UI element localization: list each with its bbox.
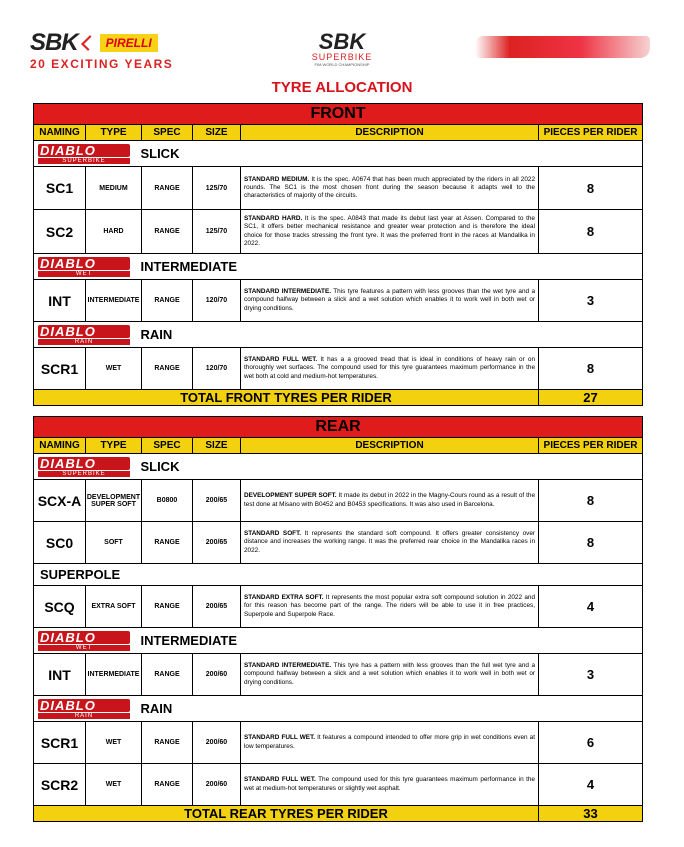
- tyre-spec: RANGE: [142, 280, 193, 322]
- tyre-type: WET: [86, 348, 142, 390]
- col-type: TYPE: [86, 125, 142, 141]
- description-text: It is the spec. A0674 that has been much appreciated by the riders in all 2022 rounds. The SC1 is the most chosen front during the season because it adapts well to the characteristics of majority of the circuits.: [244, 175, 535, 200]
- table-row: [34, 586, 643, 628]
- tyre-type: INTERMEDIATE: [86, 280, 142, 322]
- description-lead: STANDARD HARD.: [244, 215, 303, 223]
- chevron-icon: [81, 35, 97, 51]
- front-category-rain: [34, 322, 643, 348]
- tyre-size: 120/70: [193, 348, 241, 390]
- col-pieces: PIECES PER RIDER: [539, 438, 643, 454]
- tyre-description: [241, 167, 539, 210]
- tyre-size: 200/60: [193, 654, 241, 696]
- col-spec: SPEC: [142, 125, 193, 141]
- tyre-spec: RANGE: [142, 522, 193, 564]
- pieces-per-rider: 8: [539, 167, 643, 210]
- col-description: DESCRIPTION: [241, 125, 539, 141]
- tyre-size: 200/65: [193, 586, 241, 628]
- tyre-size: 125/70: [193, 210, 241, 254]
- tyre-size: 125/70: [193, 167, 241, 210]
- diablo-rain-logo: [38, 699, 130, 719]
- description-text: This tyre has a pattern with less grooves than the full wet tyre and a compound halfway between a slick and a wet solution which enables it to work well in both wet or drying conditions.: [244, 662, 535, 686]
- tyre-description: [241, 654, 539, 696]
- diablo-logo-sub: WET: [38, 645, 130, 651]
- pieces-per-rider: 4: [539, 764, 643, 806]
- description-lead: STANDARD SOFT.: [244, 530, 302, 538]
- tyre-size: 120/70: [193, 280, 241, 322]
- table-row: [34, 348, 643, 390]
- pieces-per-rider: 3: [539, 654, 643, 696]
- tyre-type: SOFT: [86, 522, 142, 564]
- tyre-description: [241, 764, 539, 806]
- tyre-description: [241, 722, 539, 764]
- tyre-spec: RANGE: [142, 167, 193, 210]
- front-category-intermediate: [34, 254, 643, 280]
- pieces-per-rider: 6: [539, 722, 643, 764]
- table-row: [34, 764, 643, 806]
- tyre-description: [241, 348, 539, 390]
- category-label: RAIN: [140, 700, 173, 716]
- diablo-superbike-logo: [38, 457, 130, 477]
- tyre-type: MEDIUM: [86, 167, 142, 210]
- tyre-type: WET: [86, 764, 142, 806]
- description-lead: STANDARD MEDIUM.: [244, 175, 310, 183]
- pieces-per-rider: 8: [539, 480, 643, 522]
- pieces-per-rider: 8: [539, 522, 643, 564]
- tyre-spec: RANGE: [142, 210, 193, 254]
- diablo-logo-sub: RAIN: [38, 339, 130, 345]
- col-size: SIZE: [193, 125, 241, 141]
- front-total-row: [34, 390, 643, 406]
- rear-table: [33, 416, 643, 822]
- tyre-spec: RANGE: [142, 722, 193, 764]
- description-text: The compound used for this tyre guarantees maximum performance in the wet at medium-hot temperatures or slightly wet asphalt.: [244, 776, 535, 792]
- tyre-type: INTERMEDIATE: [86, 654, 142, 696]
- sbk-logo-text: SBK: [30, 29, 78, 56]
- tyre-size: 200/60: [193, 722, 241, 764]
- category-label: SLICK: [140, 145, 180, 161]
- diablo-logo-sub: WET: [38, 271, 130, 277]
- diablo-logo-word: DIABLO: [38, 457, 130, 470]
- rear-category-slick: [34, 454, 643, 480]
- description-text: It represents the standard soft compound. It offers greater consistency over distance and increases the working range. It was the preferred rear choice in the Mandalika races in 2022.: [244, 530, 536, 554]
- tyre-spec: RANGE: [142, 586, 193, 628]
- tyre-name: SCR1: [34, 722, 86, 764]
- diablo-wet-logo: [38, 257, 130, 277]
- rear-category-rain: [34, 696, 643, 722]
- pieces-per-rider: 8: [539, 210, 643, 254]
- rear-total-value: 33: [539, 806, 643, 822]
- tyre-name: SCR1: [34, 348, 86, 390]
- tyre-spec: B0800: [142, 480, 193, 522]
- diablo-wet-logo: [38, 631, 130, 651]
- diablo-logo-word: DIABLO: [38, 699, 130, 712]
- table-row: [34, 167, 643, 210]
- tyre-type: WET: [86, 722, 142, 764]
- front-total-label: TOTAL FRONT TYRES PER RIDER: [34, 390, 539, 406]
- front-category-slick: [34, 141, 643, 167]
- col-pieces: PIECES PER RIDER: [539, 125, 643, 141]
- tyre-description: [241, 522, 539, 564]
- category-label: SLICK: [140, 458, 180, 474]
- table-row: [34, 480, 643, 522]
- anniversary-tagline: 20 EXCITING YEARS: [30, 57, 174, 71]
- description-text: It features a compound intended to offer more grip in wet conditions even at low temperatures.: [244, 734, 535, 750]
- description-lead: STANDARD INTERMEDIATE.: [244, 662, 332, 670]
- front-column-headers: [34, 125, 643, 141]
- front-table: [33, 103, 643, 406]
- tyre-spec: RANGE: [142, 654, 193, 696]
- superbike-logo-sub: SUPERBIKE: [311, 52, 373, 62]
- red-brush-stroke: [475, 36, 650, 58]
- table-row: [34, 280, 643, 322]
- category-label: INTERMEDIATE: [140, 632, 237, 648]
- rear-total-label: TOTAL REAR TYRES PER RIDER: [34, 806, 539, 822]
- table-row: [34, 210, 643, 254]
- tyre-name: SC1: [34, 167, 86, 210]
- tyre-description: [241, 280, 539, 322]
- description-text: This tyre features a pattern with less grooves than the wet tyre and a compound halfway between a slick and a wet solution which enables it to work well in both wet or drying conditions.: [244, 288, 535, 312]
- diablo-superbike-logo: [38, 144, 130, 164]
- tyre-type: HARD: [86, 210, 142, 254]
- tyre-name: INT: [34, 654, 86, 696]
- rear-total-row: [34, 806, 643, 822]
- rear-section-title: REAR: [34, 417, 643, 438]
- col-size: SIZE: [193, 438, 241, 454]
- tyre-size: 200/65: [193, 522, 241, 564]
- tyre-name: SC0: [34, 522, 86, 564]
- description-lead: STANDARD FULL WET.: [244, 734, 316, 742]
- tyre-name: SC2: [34, 210, 86, 254]
- tyre-spec: RANGE: [142, 764, 193, 806]
- col-description: DESCRIPTION: [241, 438, 539, 454]
- col-naming: NAMING: [34, 125, 86, 141]
- category-label: SUPERPOLE: [34, 564, 643, 586]
- pirelli-logo-text: PIRELLI: [100, 34, 158, 52]
- diablo-logo-sub: RAIN: [38, 713, 130, 719]
- tyre-spec: RANGE: [142, 348, 193, 390]
- tyre-name: SCX-A: [34, 480, 86, 522]
- description-lead: STANDARD FULL WET.: [244, 776, 316, 784]
- tyre-description: [241, 480, 539, 522]
- diablo-rain-logo: [38, 325, 130, 345]
- front-section-title: FRONT: [34, 104, 643, 125]
- tyre-type: DEVELOPMENT SUPER SOFT: [86, 480, 142, 522]
- rear-category-superpole: [34, 564, 643, 586]
- tyre-description: [241, 210, 539, 254]
- diablo-logo-sub: SUPERBIKE: [38, 158, 130, 164]
- tyre-size: 200/65: [193, 480, 241, 522]
- sbk-pirelli-logo: [30, 29, 200, 72]
- col-spec: SPEC: [142, 438, 193, 454]
- superbike-logo: [300, 29, 384, 72]
- tyre-type: EXTRA SOFT: [86, 586, 142, 628]
- table-row: [34, 522, 643, 564]
- col-naming: NAMING: [34, 438, 86, 454]
- diablo-logo-sub: SUPERBIKE: [38, 471, 130, 477]
- col-type: TYPE: [86, 438, 142, 454]
- description-lead: DEVELOPMENT SUPER SOFT.: [244, 492, 337, 500]
- superbike-logo-small: FIM WORLD CHAMPIONSHIP: [314, 62, 370, 67]
- category-label: RAIN: [140, 326, 173, 342]
- table-row: [34, 654, 643, 696]
- category-label: INTERMEDIATE: [140, 258, 237, 274]
- front-total-value: 27: [539, 390, 643, 406]
- tyre-name: SCR2: [34, 764, 86, 806]
- rear-column-headers: [34, 438, 643, 454]
- description-lead: STANDARD INTERMEDIATE.: [244, 288, 331, 296]
- tyre-name: SCQ: [34, 586, 86, 628]
- pieces-per-rider: 3: [539, 280, 643, 322]
- page-title: TYRE ALLOCATION: [271, 79, 413, 96]
- pieces-per-rider: 8: [539, 348, 643, 390]
- description-lead: STANDARD FULL WET.: [244, 356, 318, 364]
- description-lead: STANDARD EXTRA SOFT.: [244, 594, 324, 602]
- table-row: [34, 722, 643, 764]
- rear-category-intermediate: [34, 628, 643, 654]
- diablo-logo-word: DIABLO: [38, 144, 130, 157]
- tyre-name: INT: [34, 280, 86, 322]
- diablo-logo-word: DIABLO: [38, 631, 130, 644]
- tyre-size: 200/60: [193, 764, 241, 806]
- description-text: It represents the most popular extra soft compound solution in 2022 and for this reason has become part of the range. The riders will be able to use it in free practices, Superpole and Superpole Race.: [244, 594, 535, 618]
- diablo-logo-word: DIABLO: [38, 257, 130, 270]
- tyre-description: [241, 586, 539, 628]
- superbike-logo-word: SBK: [318, 29, 366, 54]
- pieces-per-rider: 4: [539, 586, 643, 628]
- description-text: It made its debut in 2022 in the Magny-Cours round as a result of the test done at Misano with B0452 and B0453 specifications. It was also used in Barcelona.: [244, 492, 535, 508]
- description-text: It is the spec. A0843 that made its debut last year at Assen. Compared to the SC1, it offers better mechanical resistance and greater wear protection and is therefore the ideal choice for those tracks stressing the front tyre. It was the preferred front in the races at Mandalika in 2022.: [244, 215, 535, 247]
- description-text: It has a a grooved tread that is ideal in conditions of heavy rain or on thoroughly wet surfaces. The compound used for this tyre guarantees maximum performance in the wet both at cold and medium-hot temperatures.: [244, 356, 535, 380]
- diablo-logo-word: DIABLO: [38, 325, 130, 338]
